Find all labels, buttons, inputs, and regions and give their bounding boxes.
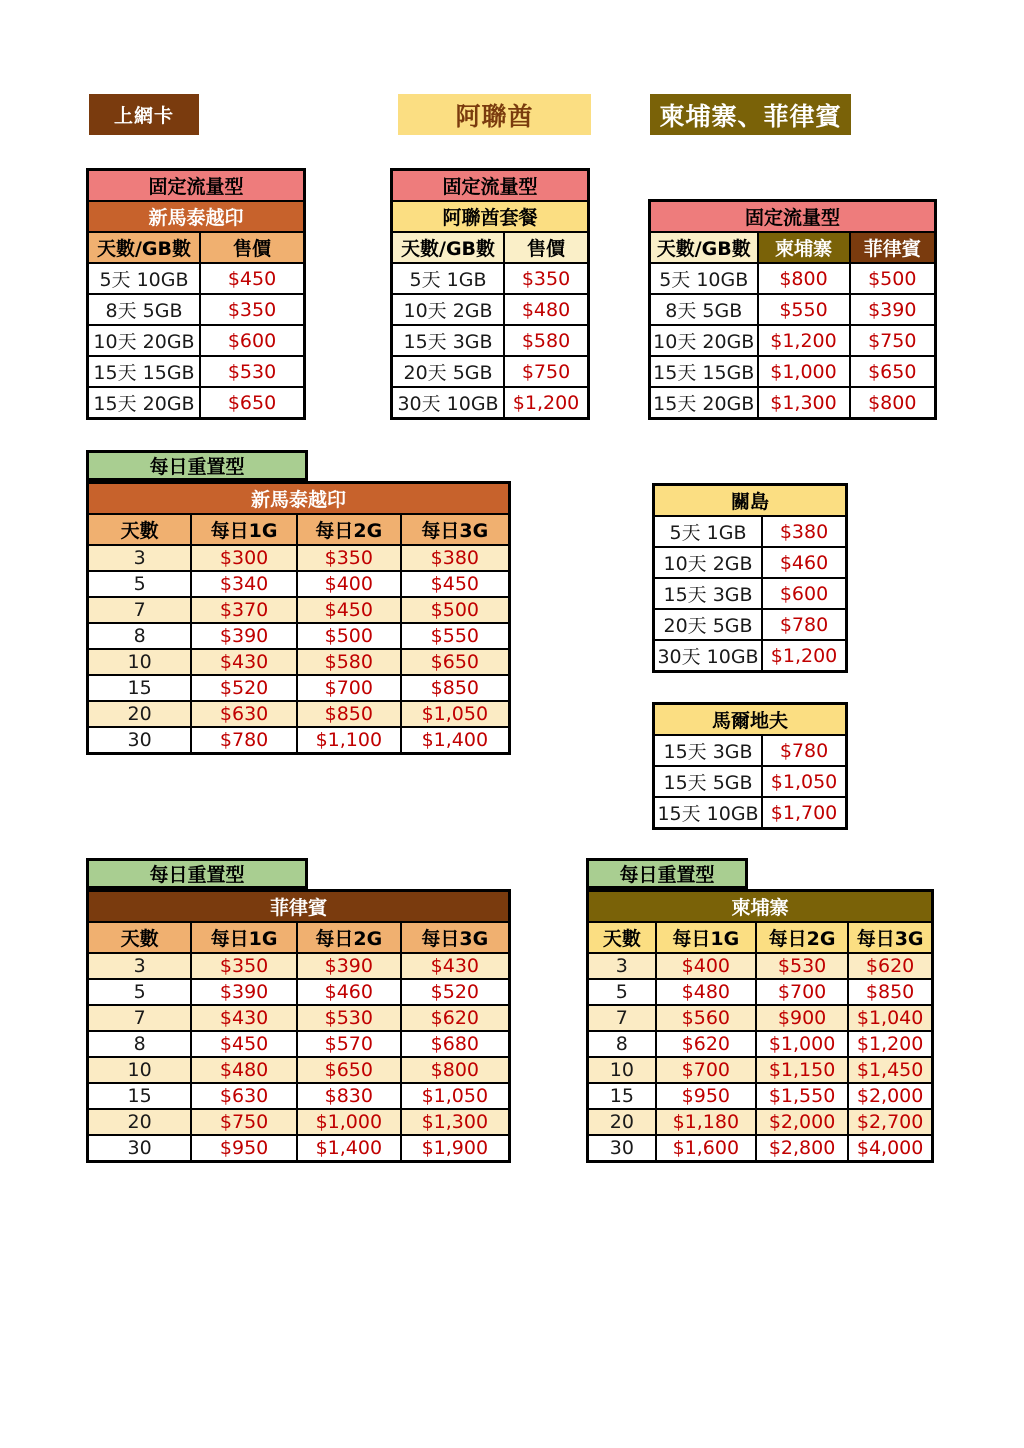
table-row: [588, 979, 933, 1005]
cell-days: 20: [88, 701, 192, 727]
daily-ph-type-badge: [86, 858, 308, 889]
table-row: [88, 979, 510, 1005]
cell-price-2g: $1,000: [297, 1109, 401, 1135]
cell-plan: 8天 5GB: [88, 294, 201, 325]
cell-price-2g: $530: [297, 1005, 401, 1031]
col-header-2g: 每日2G: [297, 514, 401, 545]
cell-price-2g: $460: [297, 979, 401, 1005]
cell-days: 7: [88, 1005, 192, 1031]
cell-price-3g: $430: [401, 953, 510, 979]
cell-days: 3: [588, 953, 656, 979]
badge-uae: [398, 94, 591, 135]
table-header-row: [392, 232, 589, 263]
cell-plan: 10天 2GB: [654, 547, 763, 578]
cell-price-1g: $430: [191, 1005, 297, 1031]
cell-price-3g: $380: [401, 545, 510, 571]
cell-price-3g: $450: [401, 571, 510, 597]
col-header-cambodia: 柬埔寨: [758, 232, 850, 263]
cell-days: 15: [88, 1083, 192, 1109]
cell-plan: 15天 20GB: [650, 387, 758, 419]
cell-days: 8: [588, 1031, 656, 1057]
cell-price-3g: $1,900: [401, 1135, 510, 1162]
cell-price: $1,050: [762, 766, 846, 797]
cell-price-2g: $530: [756, 953, 848, 979]
table-row: [392, 263, 589, 294]
daily-sea-region: 新馬泰越印: [88, 483, 510, 515]
cell-price-2g: $1,100: [297, 727, 401, 754]
cell-price-ph: $650: [850, 356, 936, 387]
cell-days: 30: [88, 1135, 192, 1162]
cell-plan: 15天 3GB: [654, 578, 763, 609]
table-guam: [652, 483, 848, 673]
table-daily-cambodia: [586, 889, 934, 1163]
cell-price-1g: $630: [191, 1083, 297, 1109]
table-row: [88, 623, 510, 649]
cell-price-2g: $1,550: [756, 1083, 848, 1109]
fixed-khph-type: 固定流量型: [650, 201, 936, 233]
cell-price-2g: $500: [297, 623, 401, 649]
table-daily-sea: [86, 481, 511, 755]
daily-ph-type-label: 每日重置型: [149, 864, 245, 886]
table-row: [88, 571, 510, 597]
cell-price-3g: $500: [401, 597, 510, 623]
table-row: [588, 953, 933, 979]
table-row: [88, 1057, 510, 1083]
cell-price-2g: $450: [297, 597, 401, 623]
col-header-days: 天數: [588, 922, 656, 953]
cell-price: $1,200: [762, 640, 846, 672]
cell-price-1g: $630: [191, 701, 297, 727]
cell-price-3g: $2,000: [848, 1083, 932, 1109]
table-row: [88, 1005, 510, 1031]
daily-kh-type-badge: [586, 858, 748, 889]
cell-price-3g: $1,200: [848, 1031, 932, 1057]
cell-price-2g: $400: [297, 571, 401, 597]
cell-price: $350: [504, 263, 588, 294]
cell-price-1g: $620: [656, 1031, 756, 1057]
cell-price: $350: [200, 294, 305, 325]
cell-price-1g: $340: [191, 571, 297, 597]
cell-price-2g: $700: [297, 675, 401, 701]
table-row: [654, 609, 847, 640]
cell-days: 7: [88, 597, 192, 623]
col-header-1g: 每日1G: [191, 514, 297, 545]
table-row: [654, 640, 847, 672]
cell-plan: 8天 5GB: [650, 294, 758, 325]
cell-plan: 15天 15GB: [650, 356, 758, 387]
cell-price-1g: $400: [656, 953, 756, 979]
table-row: [588, 1135, 933, 1162]
cell-plan: 30天 10GB: [654, 640, 763, 672]
table-row: [650, 294, 936, 325]
table-row: [392, 294, 589, 325]
table-fixed-uae: [390, 168, 590, 420]
cell-price-2g: $650: [297, 1057, 401, 1083]
cell-price: $750: [504, 356, 588, 387]
cell-price-1g: $950: [191, 1135, 297, 1162]
cell-price-3g: $4,000: [848, 1135, 932, 1162]
cell-price-kh: $800: [758, 263, 850, 294]
cell-price: $460: [762, 547, 846, 578]
col-header-philippines: 菲律賓: [850, 232, 936, 263]
cell-price-1g: $450: [191, 1031, 297, 1057]
cell-price-3g: $520: [401, 979, 510, 1005]
table-header-row: [650, 232, 936, 263]
maldives-region: 馬爾地夫: [654, 704, 847, 736]
fixed-sea-region: 新馬泰越印: [88, 201, 305, 232]
cell-price-1g: $560: [656, 1005, 756, 1031]
fixed-uae-region: 阿聯酋套餐: [392, 201, 589, 232]
cell-price-1g: $700: [656, 1057, 756, 1083]
cell-price-2g: $2,000: [756, 1109, 848, 1135]
cell-price-1g: $350: [191, 953, 297, 979]
table-row: [88, 545, 510, 571]
table-row: [88, 953, 510, 979]
table-row: [88, 294, 305, 325]
cell-price-3g: $1,050: [401, 701, 510, 727]
cell-price-3g: $850: [401, 675, 510, 701]
table-row: [588, 1057, 933, 1083]
cell-plan: 15天 3GB: [654, 735, 763, 766]
cell-price: $450: [200, 263, 305, 294]
table-row: [588, 1005, 933, 1031]
table-region-row: [654, 704, 847, 736]
table-header-row: [88, 922, 510, 953]
daily-kh-region: 柬埔寨: [588, 891, 933, 923]
table-row: [654, 766, 847, 797]
cell-price-1g: $750: [191, 1109, 297, 1135]
cell-days: 15: [588, 1083, 656, 1109]
cell-plan: 5天 1GB: [392, 263, 505, 294]
cell-plan: 20天 5GB: [654, 609, 763, 640]
cell-price-3g: $1,400: [401, 727, 510, 754]
badge-kh-ph-label: 柬埔寨、菲律賓: [659, 101, 842, 131]
table-row: [392, 387, 589, 419]
cell-price-1g: $300: [191, 545, 297, 571]
cell-days: 5: [588, 979, 656, 1005]
cell-days: 20: [88, 1109, 192, 1135]
cell-price: $780: [762, 609, 846, 640]
cell-price-2g: $2,800: [756, 1135, 848, 1162]
table-row: [88, 325, 305, 356]
table-row: [650, 387, 936, 419]
table-row: [88, 263, 305, 294]
cell-price: $380: [762, 516, 846, 547]
cell-price-kh: $1,000: [758, 356, 850, 387]
cell-days: 10: [88, 1057, 192, 1083]
cell-price-3g: $1,300: [401, 1109, 510, 1135]
cell-price: $480: [504, 294, 588, 325]
table-header-row: [88, 232, 305, 263]
cell-price: $600: [762, 578, 846, 609]
table-daily-philippines: [86, 889, 511, 1163]
cell-price-3g: $550: [401, 623, 510, 649]
cell-days: 8: [88, 623, 192, 649]
cell-plan: 15天 3GB: [392, 325, 505, 356]
col-header-price: 售價: [200, 232, 305, 263]
cell-price-2g: $570: [297, 1031, 401, 1057]
badge-uae-label: 阿聯酋: [455, 101, 534, 131]
col-header-1g: 每日1G: [656, 922, 756, 953]
table-row: [588, 1031, 933, 1057]
table-region-row: [392, 201, 589, 232]
table-region-row: [88, 201, 305, 232]
cell-price-1g: $520: [191, 675, 297, 701]
cell-plan: 5天 1GB: [654, 516, 763, 547]
table-row: [650, 263, 936, 294]
cell-price-1g: $950: [656, 1083, 756, 1109]
cell-price-2g: $580: [297, 649, 401, 675]
cell-price-2g: $350: [297, 545, 401, 571]
cell-price: $1,700: [762, 797, 846, 829]
cell-days: 5: [88, 979, 192, 1005]
cell-price-ph: $390: [850, 294, 936, 325]
cell-price-2g: $900: [756, 1005, 848, 1031]
cell-price-2g: $1,000: [756, 1031, 848, 1057]
table-header-row: [588, 922, 933, 953]
cell-plan: 10天 20GB: [88, 325, 201, 356]
table-region-row: [88, 891, 510, 923]
col-header-plan: 天數/GB數: [392, 232, 505, 263]
cell-price: $580: [504, 325, 588, 356]
cell-price-1g: $480: [656, 979, 756, 1005]
table-maldives: [652, 702, 848, 830]
cell-price-1g: $1,180: [656, 1109, 756, 1135]
cell-price-2g: $1,400: [297, 1135, 401, 1162]
cell-days: 3: [88, 545, 192, 571]
badge-simcard: [89, 94, 199, 135]
table-row: [654, 547, 847, 578]
cell-price-1g: $780: [191, 727, 297, 754]
cell-price: $600: [200, 325, 305, 356]
col-header-plan: 天數/GB數: [650, 232, 758, 263]
cell-price-3g: $850: [848, 979, 932, 1005]
col-header-3g: 每日3G: [401, 922, 510, 953]
cell-days: 10: [88, 649, 192, 675]
table-row: [88, 727, 510, 754]
col-header-1g: 每日1G: [191, 922, 297, 953]
col-header-plan: 天數/GB數: [88, 232, 201, 263]
cell-price-1g: $480: [191, 1057, 297, 1083]
cell-price-3g: $680: [401, 1031, 510, 1057]
col-header-price: 售價: [504, 232, 588, 263]
table-row: [392, 356, 589, 387]
table-row: [654, 735, 847, 766]
table-row: [88, 387, 305, 419]
cell-plan: 20天 5GB: [392, 356, 505, 387]
cell-price-3g: $650: [401, 649, 510, 675]
cell-price-2g: $1,150: [756, 1057, 848, 1083]
cell-price-2g: $390: [297, 953, 401, 979]
cell-days: 5: [88, 571, 192, 597]
table-row: [88, 356, 305, 387]
table-row: [654, 516, 847, 547]
cell-plan: 15天 20GB: [88, 387, 201, 419]
table-title-row: [650, 201, 936, 233]
table-row: [654, 797, 847, 829]
cell-plan: 5天 10GB: [88, 263, 201, 294]
cell-price-2g: $830: [297, 1083, 401, 1109]
cell-price: $1,200: [504, 387, 588, 419]
table-row: [650, 356, 936, 387]
cell-price-2g: $850: [297, 701, 401, 727]
cell-price-3g: $620: [848, 953, 932, 979]
cell-plan: 10天 2GB: [392, 294, 505, 325]
table-region-row: [654, 485, 847, 517]
cell-plan: 15天 10GB: [654, 797, 763, 829]
cell-plan: 5天 10GB: [650, 263, 758, 294]
col-header-2g: 每日2G: [297, 922, 401, 953]
cell-price-3g: $1,040: [848, 1005, 932, 1031]
col-header-days: 天數: [88, 514, 192, 545]
cell-plan: 15天 15GB: [88, 356, 201, 387]
table-row: [654, 578, 847, 609]
cell-days: 30: [588, 1135, 656, 1162]
cell-days: 20: [588, 1109, 656, 1135]
table-row: [588, 1083, 933, 1109]
table-row: [392, 325, 589, 356]
table-region-row: [588, 891, 933, 923]
table-fixed-sea: [86, 168, 306, 420]
cell-price-3g: $1,050: [401, 1083, 510, 1109]
table-row: [588, 1109, 933, 1135]
cell-days: 15: [88, 675, 192, 701]
cell-price-ph: $500: [850, 263, 936, 294]
table-row: [88, 675, 510, 701]
table-title-row: [392, 170, 589, 202]
cell-days: 30: [88, 727, 192, 754]
daily-sea-type-badge: [86, 450, 308, 481]
table-row: [88, 649, 510, 675]
cell-price-ph: $750: [850, 325, 936, 356]
table-header-row: [88, 514, 510, 545]
cell-price-3g: $800: [401, 1057, 510, 1083]
table-row: [88, 1083, 510, 1109]
table-row: [650, 325, 936, 356]
cell-days: 7: [588, 1005, 656, 1031]
daily-sea-type-label: 每日重置型: [149, 456, 245, 478]
cell-plan: 15天 5GB: [654, 766, 763, 797]
cell-days: 3: [88, 953, 192, 979]
table-row: [88, 1135, 510, 1162]
daily-kh-type-label: 每日重置型: [619, 864, 715, 886]
guam-region: 關島: [654, 485, 847, 517]
cell-price-3g: $620: [401, 1005, 510, 1031]
cell-days: 10: [588, 1057, 656, 1083]
cell-price: $530: [200, 356, 305, 387]
fixed-sea-type: 固定流量型: [88, 170, 305, 202]
col-header-2g: 每日2G: [756, 922, 848, 953]
cell-plan: 10天 20GB: [650, 325, 758, 356]
cell-plan: 30天 10GB: [392, 387, 505, 419]
cell-price-1g: $430: [191, 649, 297, 675]
fixed-uae-type: 固定流量型: [392, 170, 589, 202]
table-row: [88, 701, 510, 727]
cell-price-3g: $1,450: [848, 1057, 932, 1083]
badge-simcard-label: 上網卡: [113, 105, 174, 127]
table-row: [88, 1031, 510, 1057]
daily-ph-region: 菲律賓: [88, 891, 510, 923]
cell-price: $650: [200, 387, 305, 419]
cell-price-3g: $2,700: [848, 1109, 932, 1135]
cell-price-1g: $390: [191, 979, 297, 1005]
table-row: [88, 597, 510, 623]
col-header-3g: 每日3G: [848, 922, 932, 953]
cell-price-ph: $800: [850, 387, 936, 419]
table-row: [88, 1109, 510, 1135]
table-region-row: [88, 483, 510, 515]
cell-price-2g: $700: [756, 979, 848, 1005]
cell-days: 8: [88, 1031, 192, 1057]
cell-price: $780: [762, 735, 846, 766]
col-header-days: 天數: [88, 922, 192, 953]
cell-price-kh: $550: [758, 294, 850, 325]
cell-price-1g: $370: [191, 597, 297, 623]
badge-kh-ph: [650, 94, 851, 135]
cell-price-kh: $1,200: [758, 325, 850, 356]
col-header-3g: 每日3G: [401, 514, 510, 545]
table-fixed-kh-ph: [648, 199, 937, 420]
table-title-row: [88, 170, 305, 202]
cell-price-1g: $390: [191, 623, 297, 649]
cell-price-1g: $1,600: [656, 1135, 756, 1162]
cell-price-kh: $1,300: [758, 387, 850, 419]
